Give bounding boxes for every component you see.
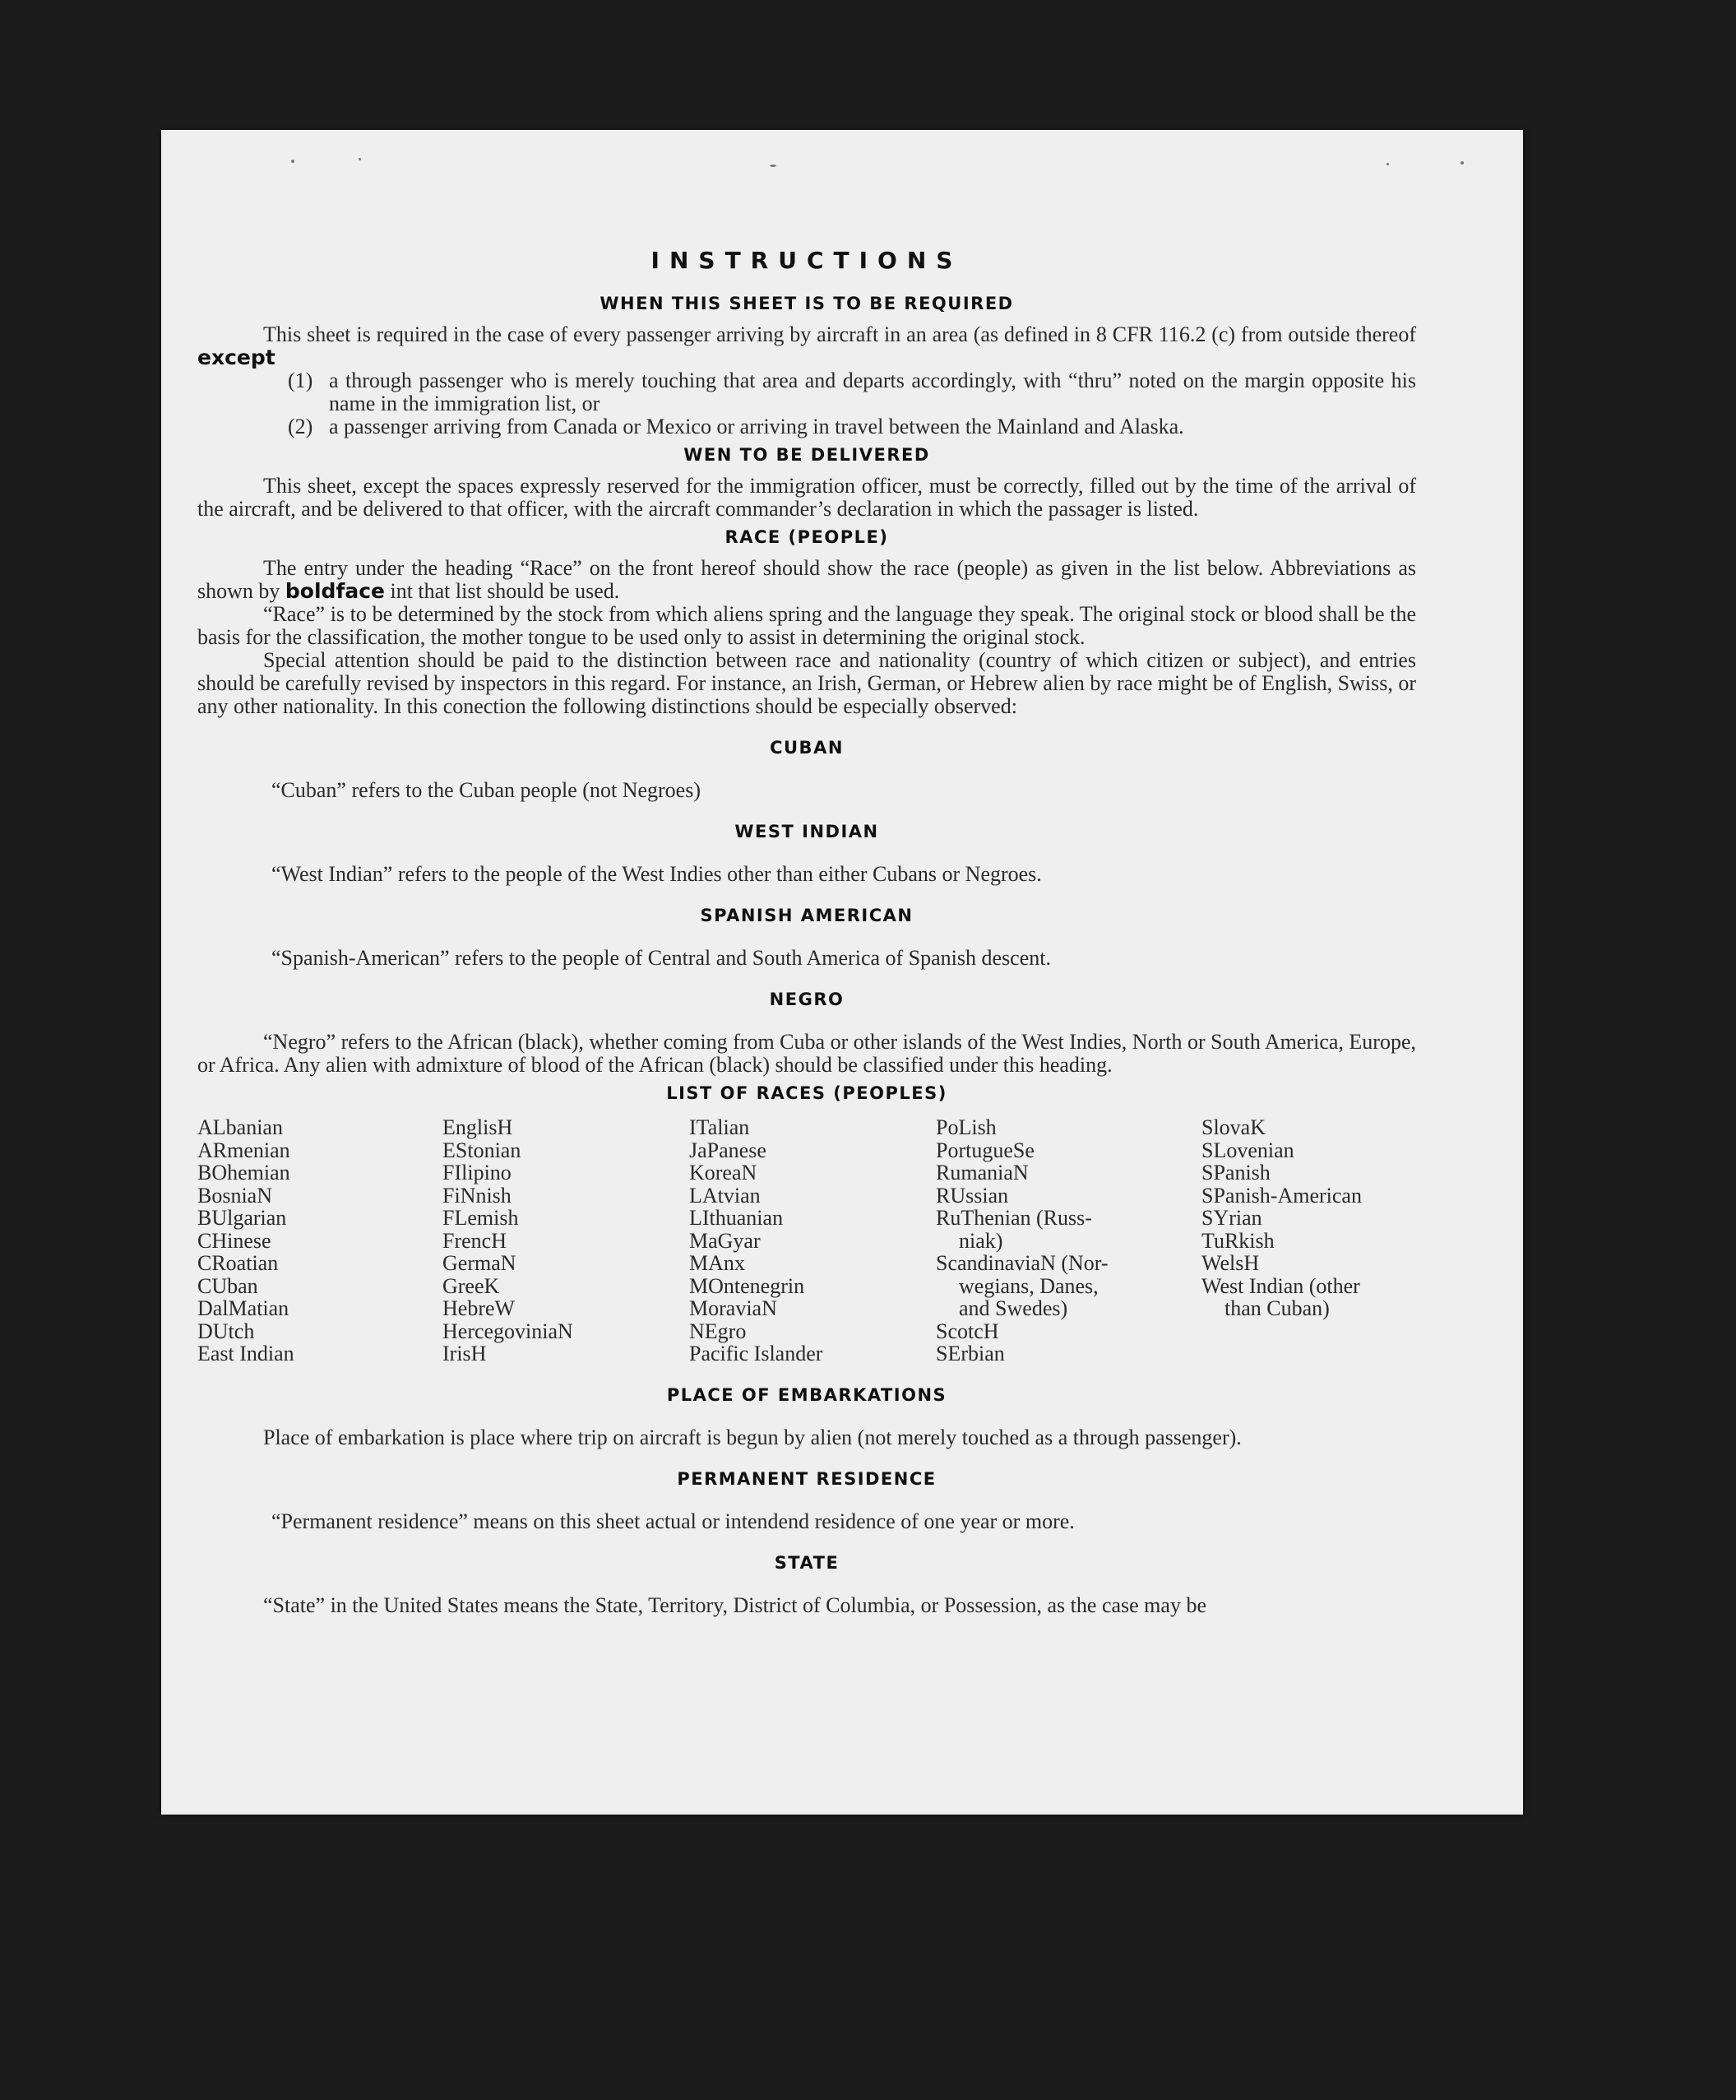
heading-when-delivered: WEN TO BE DELIVERED [683,445,930,465]
race-entry: KoreaN [689,1161,757,1184]
heading-negro: NEGRO [769,990,845,1009]
heading-race: RACE (PEOPLE) [724,527,889,547]
exception-item-1 [288,369,1416,415]
race-entry: MAnx [689,1251,745,1275]
race-entry: FLemish [442,1206,519,1230]
heading-west-indian: WEST INDIAN [734,822,879,841]
race-entry: Pacific Islander [689,1342,823,1365]
race-entry: DalMatian [197,1296,289,1320]
page-title: INSTRUCTIONS [650,247,963,274]
state-text: “State” in the United States means the State, Territory, District of Columbia, or Possession, as the case may be [263,1592,1206,1617]
item-number: (1) [288,369,313,392]
race-entry: JaPanese [689,1138,766,1162]
race-entry: IrisH [442,1342,487,1365]
negro-text: “Negro” refers to the African (black), whether coming from Cuba or other islands of the West Indies, North or South America, Europe, or Africa. Any alien with admixture of blood of the African (black) should be classified under this heading. [197,1030,1416,1077]
west-indian-text: “West Indian” refers to the people of the West Indies other than either Cubans or Negroes. [271,862,1042,886]
race-entry: ScandinaviaN (Nor- [936,1251,1109,1275]
races-column-1 [197,1116,442,1365]
race-entry-continued: than Cuban) [1224,1296,1330,1320]
race-entry: BosniaN [197,1183,272,1208]
race-entry: FIlipino [442,1161,512,1184]
race-entry: ITalian [689,1115,750,1139]
race-paragraph-2: “Race” is to be determined by the stock from which aliens spring and the language they speak. The original stock or blood shall be the basis for the classification, the mother tongue to be used only to assist in determining the original stock. [197,602,1416,649]
race-entry: CUban [197,1273,258,1298]
race-entry: SlovaK [1201,1115,1266,1139]
race-entry: NEgro [689,1319,747,1343]
race-entry: MoraviaN [689,1296,777,1320]
race-p1-before: The entry under the heading “Race” on the front hereof should show the race (people) as given in the list below. Abbreviations as shown by [197,556,1416,603]
race-entry: MaGyar [689,1228,761,1253]
race-entry-continued: and Swedes) [959,1296,1068,1320]
embarkation-text: Place of embarkation is place where trip on aircraft is begun by alien (not merely touched as a through passenger). [263,1425,1242,1449]
heading-cuban: CUBAN [770,738,844,758]
heading-state: STATE [774,1552,840,1573]
race-entry: LAtvian [689,1183,761,1208]
race-entry: BOhemian [197,1161,290,1184]
races-column-4 [936,1116,1201,1365]
residence-text: “Permanent residence” means on this sheet actual or intendend residence of one year or more. [271,1509,1075,1533]
race-entry: GermaN [442,1251,516,1275]
race-entry: SYrian [1201,1206,1262,1230]
race-entry: MOntenegrin [689,1273,805,1298]
race-entry-continued: niak) [959,1228,1003,1253]
races-column-3 [689,1116,936,1365]
exception-item-2 [288,415,1416,438]
races-column-2 [442,1116,689,1365]
race-entry: SErbian [936,1342,1005,1365]
cuban-text: “Cuban” refers to the Cuban people (not Negroes) [271,778,701,802]
heading-permanent-residence: PERMANENT RESIDENCE [677,1468,937,1489]
boldface-word: boldface [285,579,385,603]
race-entry: West Indian (other [1201,1273,1360,1298]
race-entry: FiNnish [442,1183,512,1208]
race-entry: CRoatian [197,1251,279,1275]
race-entry: GreeK [442,1273,500,1298]
item-text: a passenger arriving from Canada or Mexico or arriving in travel between the Mainland and Alaska. [329,415,1184,438]
races-list [197,1116,1416,1365]
instructions-content [197,249,1416,1617]
race-entry: TuRkish [1201,1228,1275,1253]
race-entry: RumaniaN [936,1161,1029,1184]
when-required-intro [197,323,1416,369]
race-entry: HercegoviniaN [442,1319,573,1343]
spanish-american-text: “Spanish-American” refers to the people of Central and South America of Spanish descent. [271,946,1051,970]
race-entry: RUssian [936,1183,1009,1208]
race-entry: BUlgarian [197,1206,287,1230]
race-entry: EnglisH [442,1115,513,1139]
item-number: (2) [288,415,313,438]
heading-list-of-races: LIST OF RACES (PEOPLES) [666,1083,947,1103]
item-text: a through passenger who is merely touching that area and departs accordingly, with “thru” noted on the margin opposite his name in the immigration list, or [329,369,1416,415]
intro-text: This sheet is required in the case of every passenger arriving by aircraft in an area (as defined in 8 CFR 116.2 (c) from outside thereof [263,322,1416,346]
race-entry: ScotcH [936,1319,999,1343]
race-entry: East Indian [197,1342,294,1365]
race-entry: DUtch [197,1319,255,1343]
race-entry: PortugueSe [936,1138,1035,1162]
race-paragraph-1 [197,557,1416,603]
race-entry: ALbanian [197,1115,283,1139]
race-paragraph-3: Special attention should be paid to the distinction between race and nationality (country of which citizen or subject), and entries should be carefully revised by inspectors in this regard. For instance, an Irish, German, or Hebrew alien by race might be of English, Swiss, or any other nationality. In this conection the following distinctions should be especially observed: [197,648,1416,718]
when-delivered-text: This sheet, except the spaces expressly reserved for the immigration officer, must be correctly, filled out by the time of the arrival of the aircraft, and be delivered to that officer, with the aircraft commander’s declaration in which the passager is listed. [197,474,1416,521]
race-entry-continued: wegians, Danes, [959,1273,1099,1298]
races-column-5 [1201,1116,1415,1365]
race-entry: ARmenian [197,1138,290,1162]
race-entry: SLovenian [1201,1138,1294,1162]
race-entry: EStonian [442,1138,521,1162]
race-entry: CHinese [197,1228,271,1253]
heading-embarkation: PLACE OF EMBARKATIONS [666,1384,947,1405]
race-entry: SPanish-American [1201,1183,1362,1208]
race-entry: WelsH [1201,1251,1260,1275]
except-bold: except [197,345,275,369]
heading-spanish-american: SPANISH AMERICAN [700,906,914,925]
race-entry: PoLish [936,1115,997,1139]
race-entry: RuThenian (Russ- [936,1206,1092,1230]
race-entry: SPanish [1201,1161,1271,1184]
document-page [161,130,1523,1815]
race-entry: HebreW [442,1296,516,1320]
race-p1-after: int that list should be used. [390,579,620,603]
heading-when-required: WHEN THIS SHEET IS TO BE REQUIRED [599,294,1014,313]
race-entry: FrencH [442,1228,507,1253]
race-entry: LIthuanian [689,1206,784,1230]
